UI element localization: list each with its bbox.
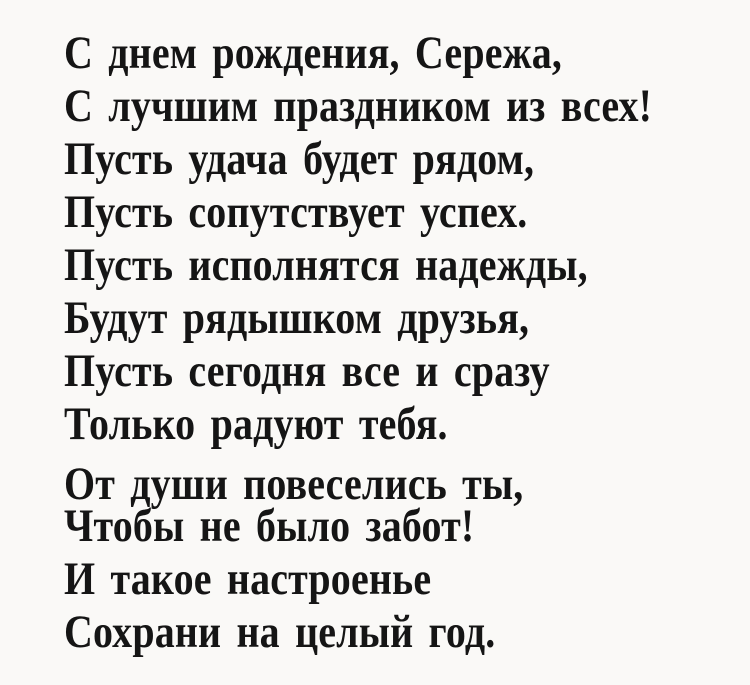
poem-line-11: И такое настроенье (64, 553, 432, 605)
poem-line-7: Пусть сегодня все и сразу (64, 345, 550, 397)
poem-line-12: Сохрани на целый год. (64, 606, 496, 658)
poem-line-5: Пусть исполнятся надежды, (64, 239, 588, 291)
poem-line-2: С лучшим праздником из всех! (64, 80, 653, 132)
poem-line-10: Чтобы не было забот! (64, 500, 475, 552)
poem-line-6: Будут рядышком друзья, (64, 292, 530, 344)
poem-line-3: Пусть удача будет рядом, (64, 133, 535, 185)
poem-line-9: От души повеселись ты, (64, 458, 524, 510)
poem-line-4: Пусть сопутствует успех. (64, 186, 528, 238)
poem-line-1: С днем рождения, Сережа, (64, 27, 563, 79)
poem-line-8: Только радуют тебя. (64, 398, 448, 450)
